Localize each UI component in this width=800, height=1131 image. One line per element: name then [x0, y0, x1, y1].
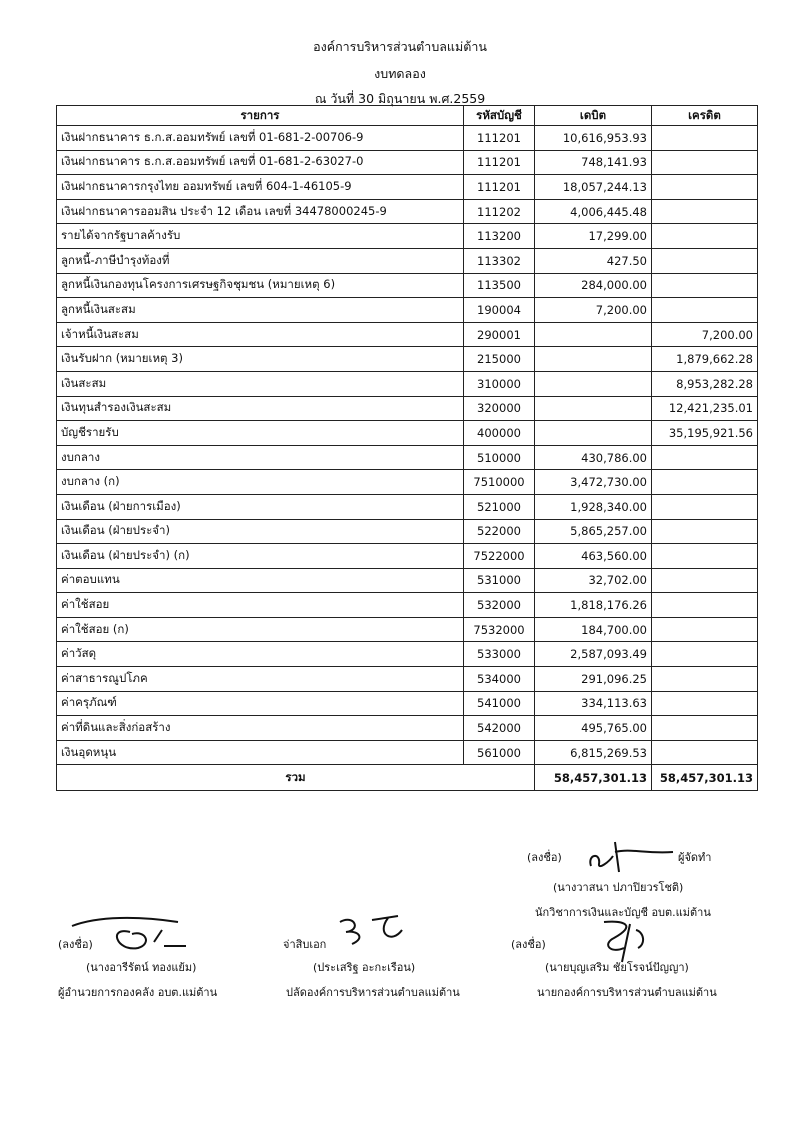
row-item: บัญชีรายรับ [57, 421, 464, 446]
row-code: 113500 [464, 273, 535, 298]
row-debit: 10,616,953.93 [535, 126, 652, 151]
row-item: เงินเดือน (ฝ่ายการเมือง) [57, 494, 464, 519]
table-row [57, 593, 758, 618]
row-item: เจ้าหนี้เงินสะสม [57, 322, 464, 347]
row-debit [535, 322, 652, 347]
row-debit: 291,096.25 [535, 667, 652, 692]
row-code: 111201 [464, 126, 535, 151]
table-row [57, 691, 758, 716]
table-row [57, 298, 758, 323]
row-item: ค่าครุภัณฑ์ [57, 691, 464, 716]
table-row [57, 248, 758, 273]
row-item: เงินเดือน (ฝ่ายประจำ) [57, 519, 464, 544]
row-item: เงินฝากธนาคาร ธ.ก.ส.ออมทรัพย์ เลขที่ 01-681-2-00706-9 [57, 126, 464, 151]
row-item: ค่าตอบแทน [57, 568, 464, 593]
row-credit [652, 248, 758, 273]
row-item: เงินฝากธนาคาร ธ.ก.ส.ออมทรัพย์ เลขที่ 01-681-2-63027-0 [57, 150, 464, 175]
row-code: 531000 [464, 568, 535, 593]
row-code: 510000 [464, 445, 535, 470]
clerk-name: (ประเสริฐ อะกะเรือน) [313, 961, 416, 974]
row-credit: 1,879,662.28 [652, 347, 758, 372]
row-item: เงินอุดหนุน [57, 740, 464, 765]
trial-balance-table [56, 105, 758, 791]
row-item: ค่าใช้สอย (ก) [57, 617, 464, 642]
row-item: ลูกหนี้-ภาษีบำรุงท้องที่ [57, 248, 464, 273]
total-debit: 58,457,301.13 [535, 765, 652, 791]
row-code: 111201 [464, 150, 535, 175]
table-row [57, 617, 758, 642]
table-row [57, 396, 758, 421]
table-row [57, 421, 758, 446]
date-line: ณ วันที่ 30 มิถุนายน พ.ศ.2559 [314, 91, 486, 106]
row-debit: 18,057,244.13 [535, 175, 652, 200]
finance-director-name: (นางอารีรัตน์ ทองแย้ม) [86, 961, 197, 974]
row-item: ค่าวัสดุ [57, 642, 464, 667]
row-debit: 748,141.93 [535, 150, 652, 175]
row-credit: 12,421,235.01 [652, 396, 758, 421]
row-code: 215000 [464, 347, 535, 372]
row-debit: 1,928,340.00 [535, 494, 652, 519]
row-debit: 6,815,269.53 [535, 740, 652, 765]
row-debit [535, 421, 652, 446]
row-code: 111201 [464, 175, 535, 200]
row-debit [535, 396, 652, 421]
row-debit: 3,472,730.00 [535, 470, 652, 495]
row-code: 320000 [464, 396, 535, 421]
table-row [57, 224, 758, 249]
row-code: 7522000 [464, 544, 535, 569]
table-row [57, 150, 758, 175]
table-row [57, 199, 758, 224]
table-row [57, 568, 758, 593]
document-title: งบทดลอง [374, 66, 426, 81]
preparer-sign-label: (ลงชื่อ) [527, 851, 562, 864]
preparer-signature-scribble [585, 836, 680, 876]
row-debit: 430,786.00 [535, 445, 652, 470]
row-credit [652, 150, 758, 175]
row-item: ค่าใช้สอย [57, 593, 464, 618]
row-item: ลูกหนี้เงินสะสม [57, 298, 464, 323]
row-code: 532000 [464, 593, 535, 618]
row-debit: 495,765.00 [535, 716, 652, 741]
table-row [57, 716, 758, 741]
table-body [57, 126, 758, 765]
row-item: เงินรับฝาก (หมายเหตุ 3) [57, 347, 464, 372]
total-label: รวม [57, 765, 535, 791]
preparer-title: นักวิชาการเงินและบัญชี อบต.แม่ต้าน [535, 906, 711, 919]
row-item: เงินเดือน (ฝ่ายประจำ) (ก) [57, 544, 464, 569]
row-credit [652, 273, 758, 298]
row-code: 542000 [464, 716, 535, 741]
preparer-role-tag: ผู้จัดทำ [678, 851, 712, 864]
row-debit [535, 371, 652, 396]
row-item: ค่าที่ดินและสิ่งก่อสร้าง [57, 716, 464, 741]
row-code: 533000 [464, 642, 535, 667]
table-row [57, 371, 758, 396]
row-code: 113302 [464, 248, 535, 273]
row-item: เงินทุนสำรองเงินสะสม [57, 396, 464, 421]
row-credit [652, 126, 758, 151]
row-credit [652, 519, 758, 544]
row-code: 522000 [464, 519, 535, 544]
row-credit [652, 470, 758, 495]
row-code: 113200 [464, 224, 535, 249]
row-credit: 8,953,282.28 [652, 371, 758, 396]
row-debit: 2,587,093.49 [535, 642, 652, 667]
table-row [57, 519, 758, 544]
table-row [57, 347, 758, 372]
row-credit [652, 445, 758, 470]
row-code: 534000 [464, 667, 535, 692]
organization-name: องค์การบริหารส่วนตำบลแม่ต้าน [313, 39, 487, 54]
clerk-title: ปลัดองค์การบริหารส่วนตำบลแม่ต้าน [286, 986, 460, 999]
row-credit [652, 568, 758, 593]
row-debit: 463,560.00 [535, 544, 652, 569]
row-item: เงินฝากธนาคารออมสิน ประจำ 12 เดือน เลขที่ 34478000245-9 [57, 199, 464, 224]
row-code: 190004 [464, 298, 535, 323]
row-credit [652, 494, 758, 519]
total-row [57, 765, 758, 791]
row-code: 310000 [464, 371, 535, 396]
row-credit [652, 298, 758, 323]
clerk-rank: จ่าสิบเอก [283, 938, 327, 951]
table-row [57, 273, 758, 298]
row-credit [652, 544, 758, 569]
row-credit [652, 642, 758, 667]
row-debit [535, 347, 652, 372]
table-row [57, 175, 758, 200]
row-item: เงินฝากธนาคารกรุงไทย ออมทรัพย์ เลขที่ 604-1-46105-9 [57, 175, 464, 200]
row-credit [652, 199, 758, 224]
row-item: งบกลาง [57, 445, 464, 470]
column-header-debit: เดบิต [535, 106, 652, 126]
column-header-item: รายการ [57, 106, 464, 126]
row-credit [652, 617, 758, 642]
row-credit: 35,195,921.56 [652, 421, 758, 446]
clerk-signature-scribble [332, 908, 412, 950]
row-item: ลูกหนี้เงินกองทุนโครงการเศรษฐกิจชุมชน (หมายเหตุ 6) [57, 273, 464, 298]
row-debit: 7,200.00 [535, 298, 652, 323]
row-credit [652, 175, 758, 200]
row-item: รายได้จากรัฐบาลค้างรับ [57, 224, 464, 249]
row-credit [652, 224, 758, 249]
chief-name: (นายบุญเสริม ชัยโรจน์ปัญญา) [545, 961, 689, 974]
row-item: เงินสะสม [57, 371, 464, 396]
table-row [57, 544, 758, 569]
finance-director-title: ผู้อำนวยการกองคลัง อบต.แม่ต้าน [58, 986, 218, 999]
finance-director-signature-scribble [68, 912, 188, 957]
row-debit: 5,865,257.00 [535, 519, 652, 544]
row-item: ค่าสาธารณูปโภค [57, 667, 464, 692]
table-row [57, 740, 758, 765]
row-debit: 1,818,176.26 [535, 593, 652, 618]
table-header-row [57, 106, 758, 126]
table-row [57, 642, 758, 667]
chief-title: นายกองค์การบริหารส่วนตำบลแม่ต้าน [537, 986, 717, 999]
row-debit: 284,000.00 [535, 273, 652, 298]
row-code: 7510000 [464, 470, 535, 495]
row-debit: 184,700.00 [535, 617, 652, 642]
row-credit [652, 740, 758, 765]
table-row [57, 445, 758, 470]
finance-director-sign-label: (ลงชื่อ) [58, 938, 93, 951]
row-code: 521000 [464, 494, 535, 519]
total-credit: 58,457,301.13 [652, 765, 758, 791]
table-row [57, 667, 758, 692]
column-header-credit: เครดิต [652, 106, 758, 126]
row-credit [652, 667, 758, 692]
preparer-name: (นางวาสนา ปภาปิยวรโชติ) [553, 881, 684, 894]
table-row [57, 126, 758, 151]
row-code: 541000 [464, 691, 535, 716]
table-row [57, 470, 758, 495]
row-credit [652, 593, 758, 618]
row-code: 400000 [464, 421, 535, 446]
row-debit: 334,113.63 [535, 691, 652, 716]
row-debit: 17,299.00 [535, 224, 652, 249]
column-header-code: รหัสบัญชี [464, 106, 535, 126]
row-code: 290001 [464, 322, 535, 347]
row-code: 7532000 [464, 617, 535, 642]
table-row [57, 322, 758, 347]
row-credit [652, 716, 758, 741]
row-item: งบกลาง (ก) [57, 470, 464, 495]
row-debit: 32,702.00 [535, 568, 652, 593]
row-code: 561000 [464, 740, 535, 765]
chief-sign-label: (ลงชื่อ) [511, 938, 546, 951]
row-credit: 7,200.00 [652, 322, 758, 347]
row-debit: 4,006,445.48 [535, 199, 652, 224]
row-code: 111202 [464, 199, 535, 224]
row-debit: 427.50 [535, 248, 652, 273]
row-credit [652, 691, 758, 716]
table-row [57, 494, 758, 519]
